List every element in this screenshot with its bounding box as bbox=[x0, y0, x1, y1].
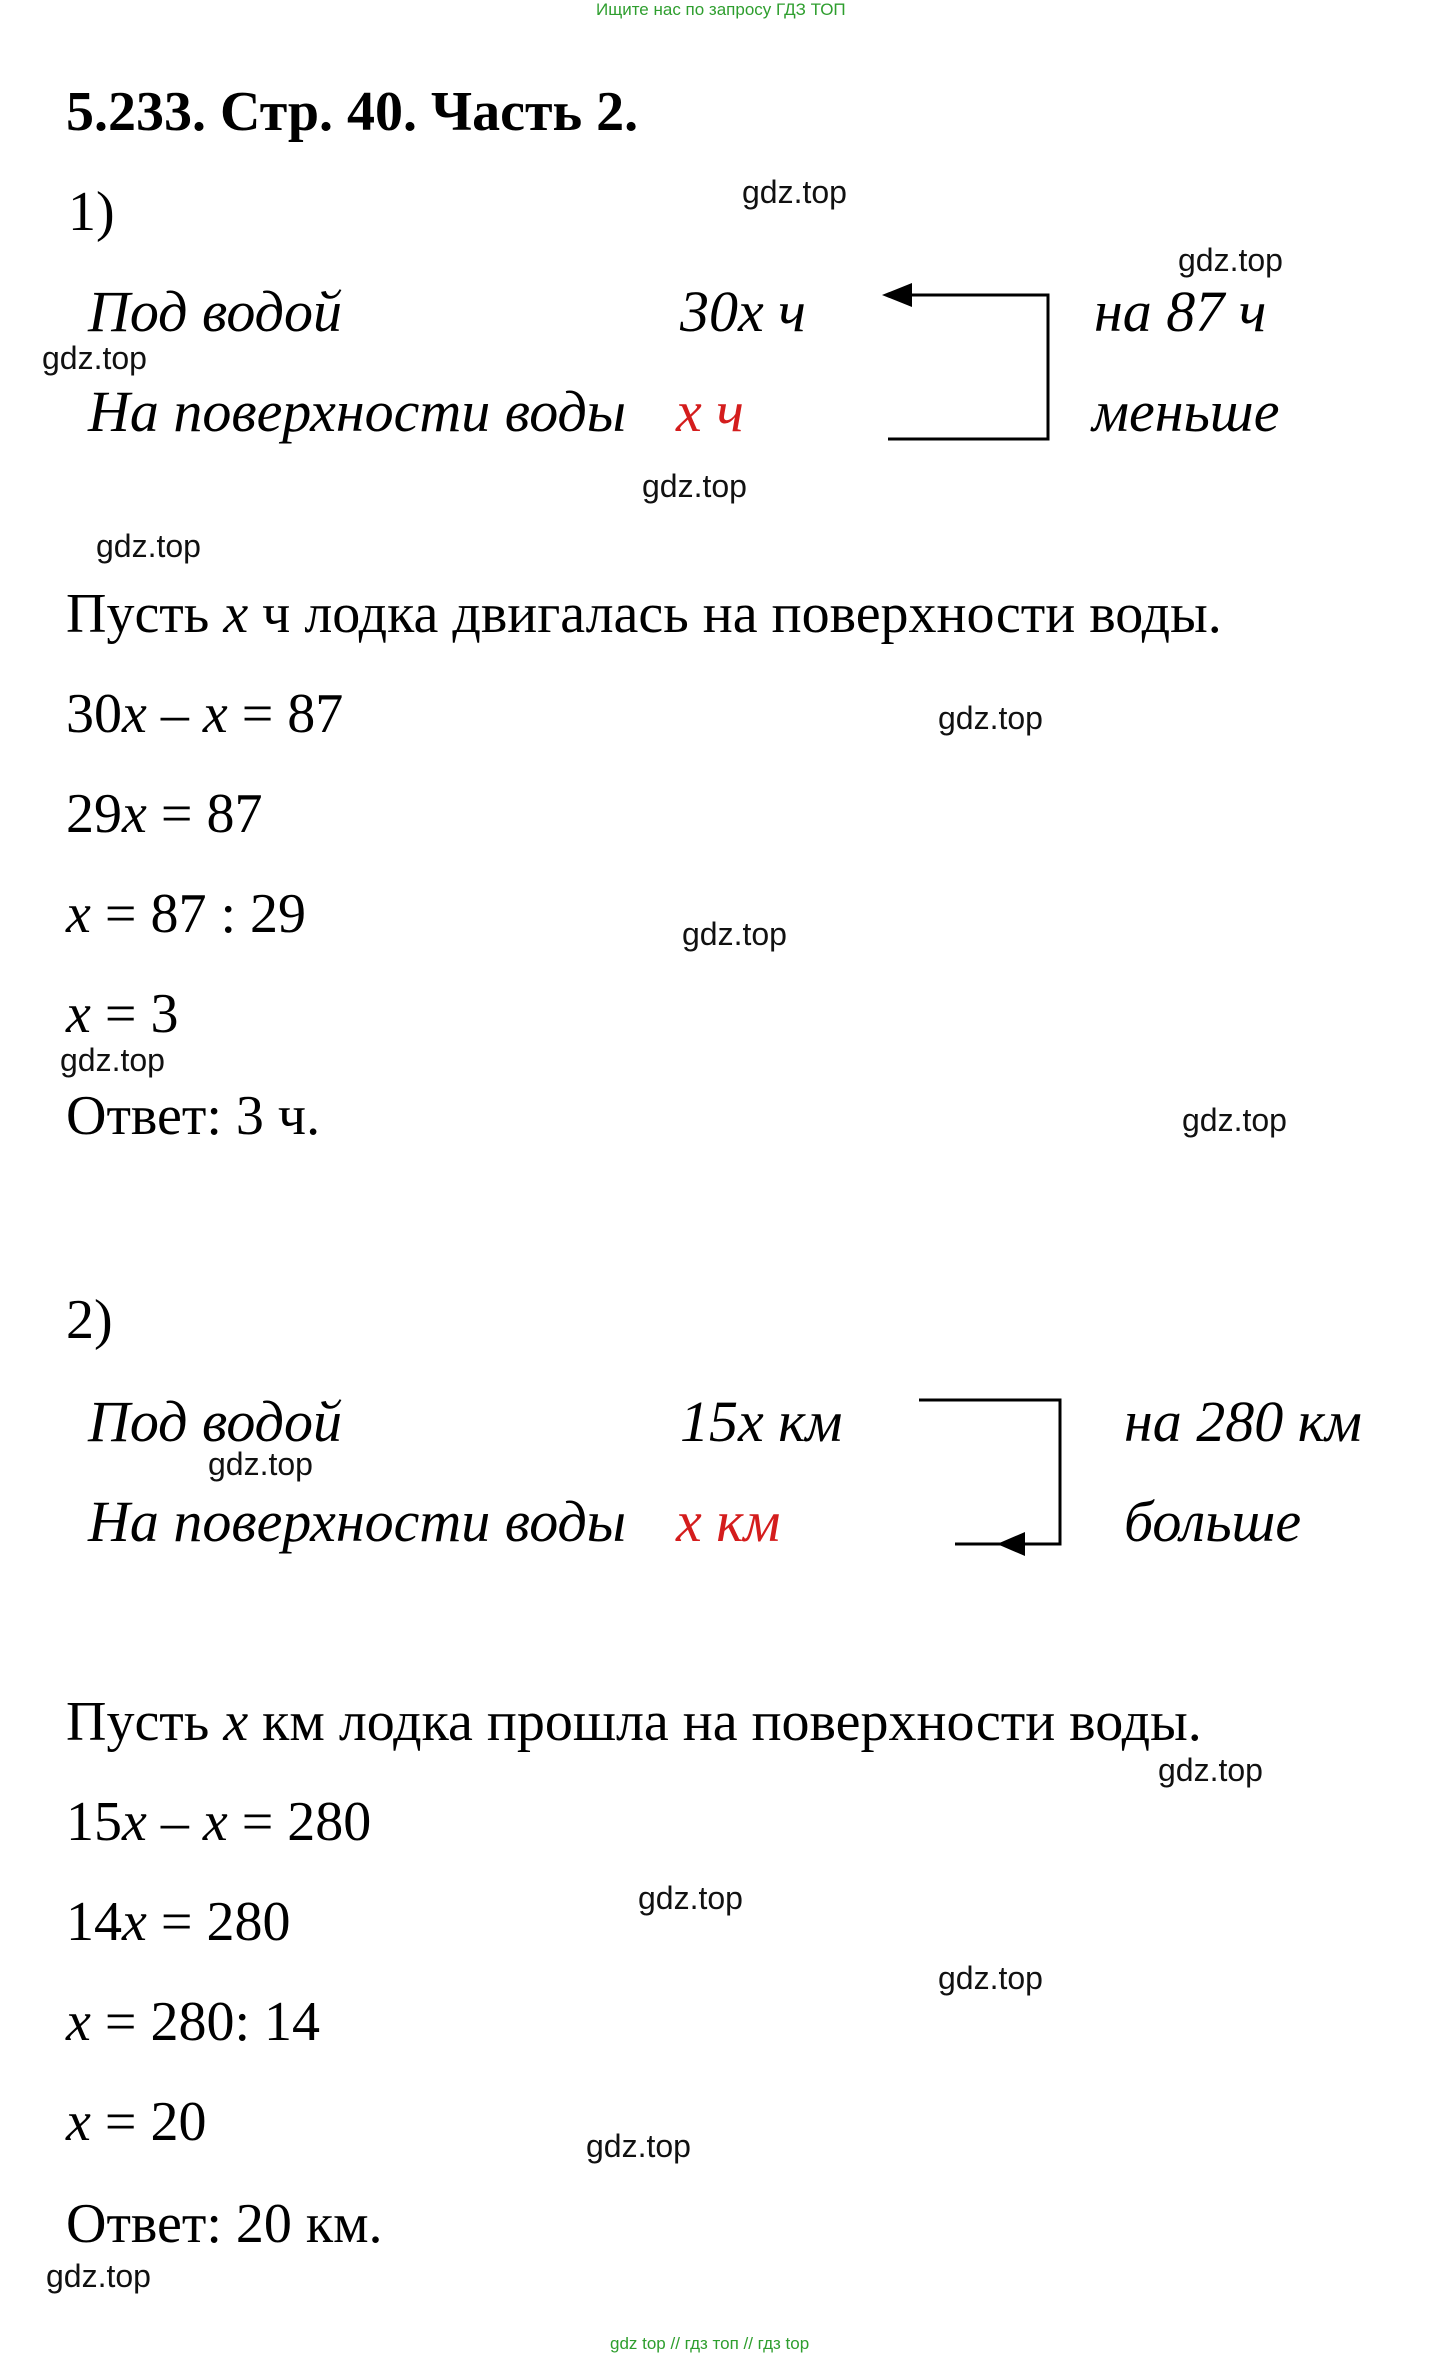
part2-statement: Пусть x км лодка прошла на поверхности воды. bbox=[66, 1691, 1202, 1753]
part2-bracket-arrow bbox=[915, 1392, 1065, 1562]
part2-equation-1: 15x – x = 280 bbox=[66, 1791, 372, 1853]
part1-row1-label: Под водой bbox=[88, 279, 342, 344]
watermark: gdz.top bbox=[1182, 1102, 1287, 1138]
part1-bracket-arrow bbox=[880, 275, 1060, 445]
part2-compare-word: больше bbox=[1124, 1489, 1302, 1554]
part2-equation-4: x = 20 bbox=[66, 2091, 207, 2153]
part2-equation-3: x = 280: 14 bbox=[66, 1991, 320, 2053]
part1-equation-4: x = 3 bbox=[66, 983, 179, 1045]
watermark: gdz.top bbox=[1158, 1752, 1263, 1788]
watermark: gdz.top bbox=[642, 468, 747, 504]
watermark: gdz.top bbox=[938, 700, 1043, 736]
watermark: gdz.top bbox=[586, 2128, 691, 2164]
page-title: 5.233. Стр. 40. Часть 2. bbox=[66, 81, 639, 143]
part2-label: 2) bbox=[66, 1289, 113, 1351]
watermark: gdz.top bbox=[638, 1880, 743, 1916]
watermark: gdz.top bbox=[42, 340, 147, 376]
watermark: gdz.top bbox=[208, 1446, 313, 1482]
watermark: gdz.top bbox=[1178, 242, 1283, 278]
part2-equation-2: 14x = 280 bbox=[66, 1891, 291, 1953]
part2-row2-value: x км bbox=[676, 1489, 781, 1554]
part1-equation-3: x = 87 : 29 bbox=[66, 883, 306, 945]
part1-statement: Пусть x ч лодка двигалась на поверхности воды. bbox=[66, 583, 1222, 645]
part1-answer: Ответ: 3 ч. bbox=[66, 1085, 321, 1147]
watermark: gdz.top bbox=[96, 528, 201, 564]
top-notice: Ищите нас по запросу ГДЗ ТОП bbox=[596, 0, 846, 19]
part1-row2-label: На поверхности воды bbox=[88, 379, 627, 444]
part1-compare-amount: на 87 ч bbox=[1094, 279, 1267, 344]
part1-label: 1) bbox=[68, 181, 115, 243]
part2-row1-label: Под водой bbox=[88, 1389, 342, 1454]
part1-row1-value: 30x ч bbox=[680, 279, 806, 344]
part1-equation-1: 30x – x = 87 bbox=[66, 683, 344, 745]
watermark: gdz.top bbox=[60, 1042, 165, 1078]
part1-row2-value: x ч bbox=[676, 379, 744, 444]
part2-row1-value: 15x км bbox=[680, 1389, 843, 1454]
watermark: gdz.top bbox=[742, 174, 847, 210]
part2-row2-label: На поверхности воды bbox=[88, 1489, 627, 1554]
watermark: gdz.top bbox=[938, 1960, 1043, 1996]
watermark: gdz.top bbox=[46, 2258, 151, 2294]
part2-compare-amount: на 280 км bbox=[1124, 1389, 1362, 1454]
part2-answer: Ответ: 20 км. bbox=[66, 2193, 383, 2255]
watermark: gdz.top bbox=[682, 916, 787, 952]
part1-compare-word: меньше bbox=[1092, 379, 1280, 444]
bottom-notice: gdz top // гдз топ // гдз top bbox=[610, 2334, 810, 2353]
part1-equation-2: 29x = 87 bbox=[66, 783, 263, 845]
